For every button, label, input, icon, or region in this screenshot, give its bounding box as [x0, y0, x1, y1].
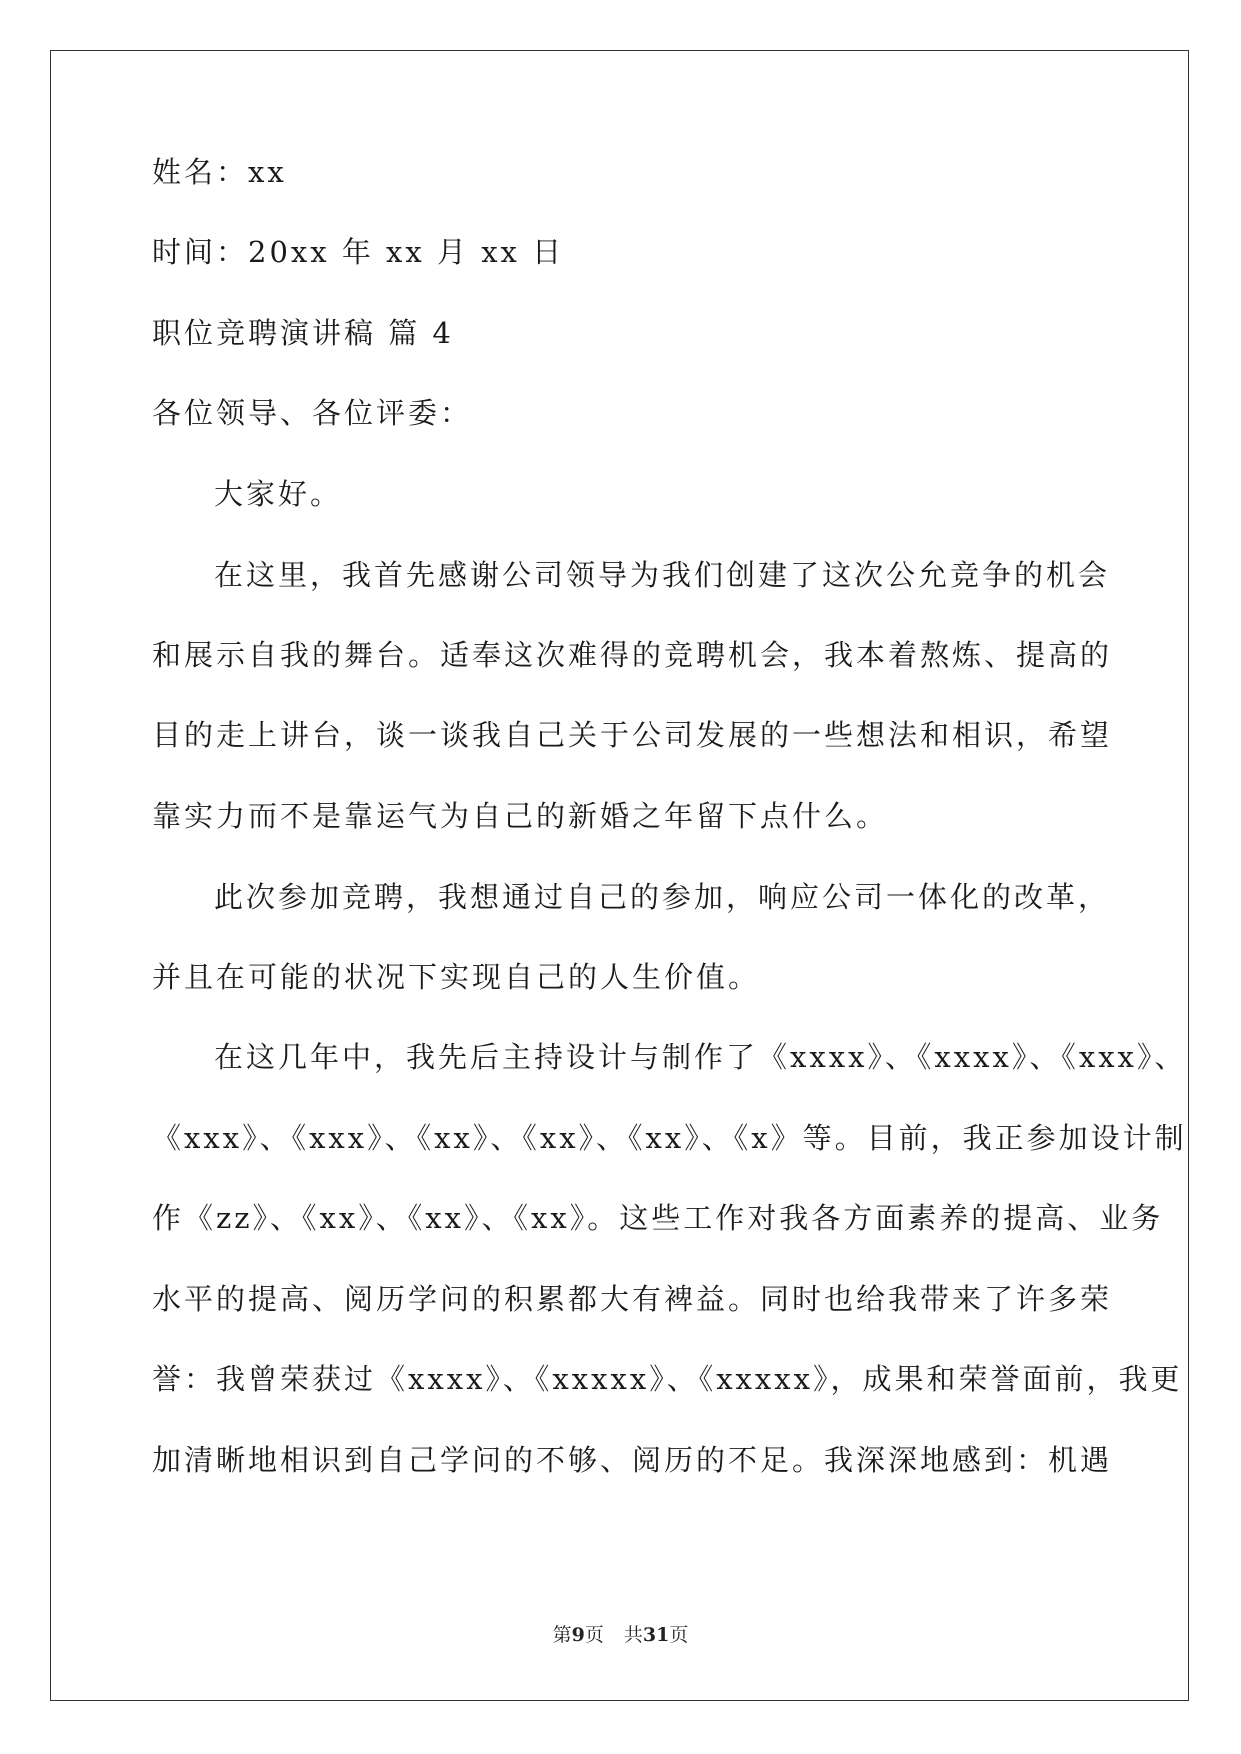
name-line: 姓名：xx: [152, 155, 287, 189]
paragraph-3-line-6: 加清晰地相识到自己学问的不够、阅历的不足。我深深地感到：机遇: [152, 1443, 1113, 1477]
paragraph-3-line-3: 作《zz》、《xx》、《xx》、《xx》。这些工作对我各方面素养的提高、业务: [152, 1201, 1164, 1235]
current-page-number: 9: [571, 1624, 585, 1646]
paragraph-2-line-2: 并且在可能的状况下实现自己的人生价值。: [152, 960, 761, 994]
paragraph-1-line-2: 和展示自我的舞台。适奉这次难得的竞聘机会，我本着熬炼、提高的: [152, 638, 1113, 672]
page-unit: 页: [584, 1624, 604, 1646]
time-line: 时间：20xx 年 xx 月 xx 日: [152, 235, 565, 269]
paragraph-3-line-5: 誉：我曾荣获过《xxxx》、《xxxxx》、《xxxxx》，成果和荣誉面前，我更: [152, 1362, 1183, 1396]
salutation: 各位领导、各位评委：: [152, 396, 473, 430]
total-unit: 页: [669, 1624, 689, 1646]
paragraph-3-line-1: 在这几年中，我先后主持设计与制作了《xxxx》、《xxxx》、《xxx》、: [214, 1040, 1187, 1074]
section-title: 职位竞聘演讲稿 篇 4: [152, 316, 454, 350]
greeting: 大家好。: [214, 477, 343, 511]
paragraph-1-line-3: 目的走上讲台，谈一谈我自己关于公司发展的一些想法和相识，希望: [152, 718, 1113, 752]
total-prefix: 共: [623, 1624, 643, 1646]
page-footer: [0, 1622, 1241, 1648]
paragraph-3-line-2: 《xxx》、《xxx》、《xx》、《xx》、《xx》、《x》等。目前，我正参加设计制: [152, 1121, 1187, 1155]
paragraph-3-line-4: 水平的提高、阅历学问的积累都大有裨益。同时也给我带来了许多荣: [152, 1282, 1113, 1316]
total-page-number: 31: [642, 1624, 670, 1646]
paragraph-1-line-1: 在这里，我首先感谢公司领导为我们创建了这次公允竞争的机会: [214, 558, 1111, 592]
page-prefix: 第: [552, 1624, 572, 1646]
paragraph-1-line-4: 靠实力而不是靠运气为自己的新婚之年留下点什么。: [152, 799, 889, 833]
paragraph-2-line-1: 此次参加竞聘，我想通过自己的参加，响应公司一体化的改革，: [214, 880, 1111, 914]
